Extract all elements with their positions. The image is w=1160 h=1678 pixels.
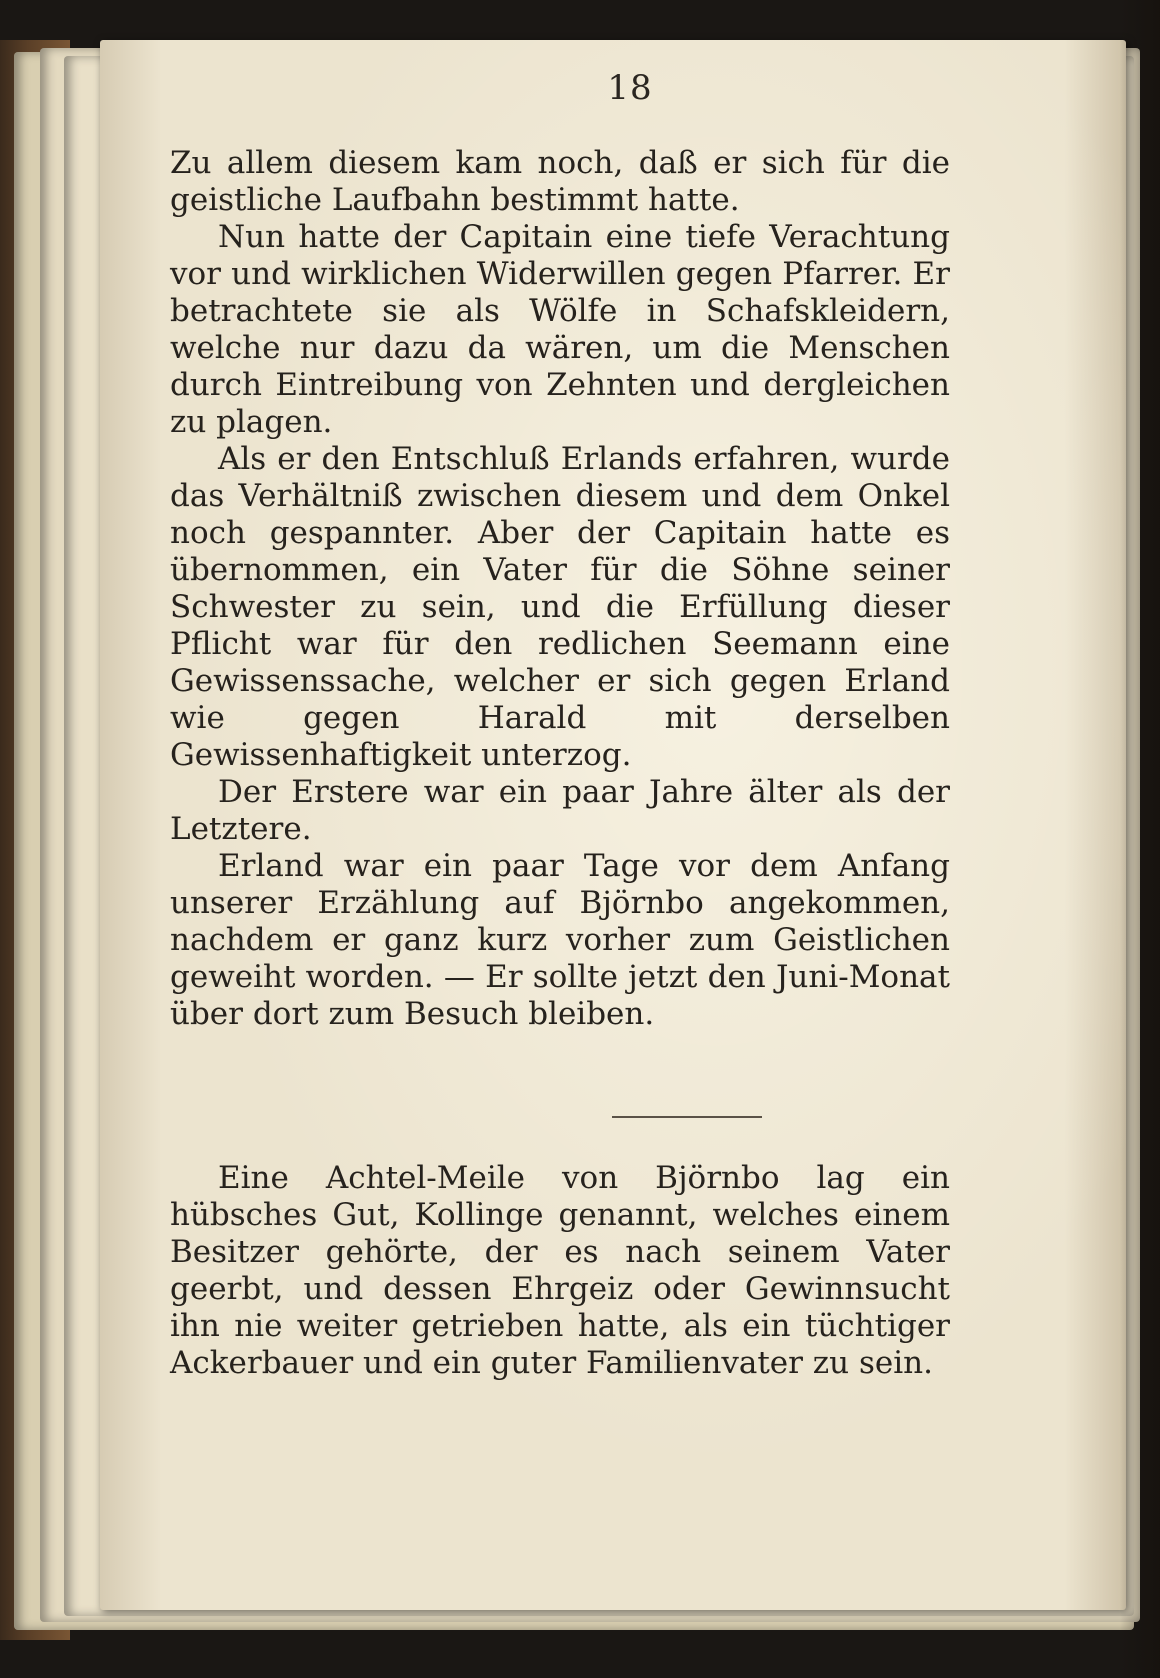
paragraph: Zu allem diesem kam noch, daß er sich für die geistliche Laufbahn bestimmt hatte.: [170, 145, 950, 218]
section-separator: [612, 1116, 762, 1118]
section-one-text: [170, 145, 950, 1033]
page-number: 18: [607, 68, 653, 108]
section-two-text: [170, 1160, 950, 1382]
gutter-shadow: [1120, 0, 1160, 1678]
paragraph: Der Erstere war ein paar Jahre älter als der Letztere.: [170, 774, 950, 847]
paragraph: Erland war ein paar Tage vor dem Anfang unserer Erzählung auf Björnbo angekommen, nachdem er ganz kurz vorher zum Geistlichen geweiht worden. — Er sollte jetzt den Juni-Monat über dort zum Besuch bleiben.: [170, 848, 950, 1032]
paragraph: Als er den Entschluß Erlands erfahren, wurde das Verhältniß zwischen diesem und dem Onkel noch gespannter. Aber der Capitain hatte es übernommen, ein Vater für die Söhne seiner Schwester zu sein, und die Erfüllung dieser Pflicht war für den redlichen Seemann eine Gewissenssache, welcher er sich gegen Erland wie gegen Harald mit derselben Gewissenhaftigkeit unterzog.: [170, 441, 950, 773]
paragraph: Nun hatte der Capitain eine tiefe Verachtung vor und wirklichen Widerwillen gegen Pfarrer. Er betrachtete sie als Wölfe in Schafskleidern, welche nur dazu da wären, um die Menschen durch Eintreibung von Zehnten und dergleichen zu plagen.: [170, 219, 950, 440]
paragraph: Eine Achtel-Meile von Björnbo lag ein hübsches Gut, Kollinge genannt, welches einem Besitzer gehörte, der es nach seinem Vater geerbt, und dessen Ehrgeiz oder Gewinnsucht ihn nie weiter getrieben hatte, als ein tüchtiger Ackerbauer und ein guter Familienvater zu sein.: [170, 1160, 950, 1381]
